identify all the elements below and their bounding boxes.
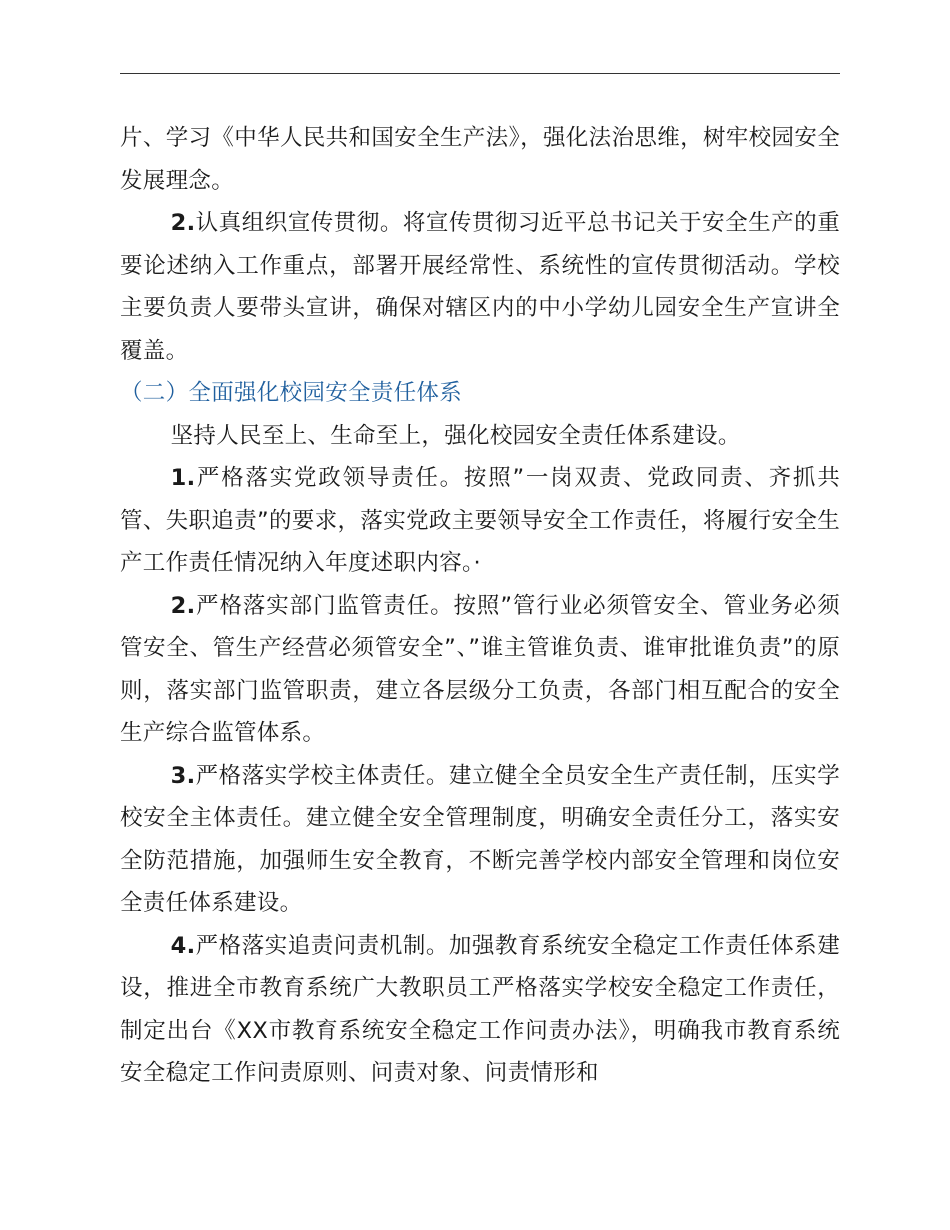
item-number: 4. — [170, 932, 196, 959]
item-number: 1. — [170, 465, 196, 491]
paragraph-plain — [120, 415, 840, 458]
paragraph-text: 坚持人民至上、生命至上，强化校园安全责任体系建设。 — [170, 422, 741, 449]
paragraph-numbered — [120, 457, 840, 585]
paragraph-text: 片、学习《中华人民共和国安全生产法》，强化法治思维，树牢校园安全发展理念。 — [120, 125, 840, 194]
paragraph-continuation — [120, 117, 840, 202]
item-number: 3. — [170, 762, 196, 789]
section-heading — [120, 372, 840, 415]
document-body — [120, 117, 840, 1095]
paragraph-text: 认真组织宣传贯彻。将宣传贯彻习近平总书记关于安全生产的重要论述纳入工作重点，部署开展经常性、系统性的宣传贯彻活动。学校主要负责人要带头宣讲，确保对辖区内的中小学幼儿园安全生产宣讲全覆盖。 — [120, 210, 840, 364]
paragraph-numbered — [120, 585, 840, 755]
heading-text: （二）全面强化校园安全责任体系 — [120, 380, 463, 406]
item-number: 2. — [170, 592, 196, 619]
paragraph-text: 严格落实党政领导责任。按照”一岗双责、党政同责、齐抓共管、失职追责”的要求，落实党政主要领导安全工作责任，将履行安全生产工作责任情况纳入年度述职内容。· — [120, 465, 840, 576]
paragraph-numbered — [120, 925, 840, 1095]
paragraph-numbered — [120, 755, 840, 925]
paragraph-text: 严格落实学校主体责任。建立健全全员安全生产责任制，压实学校安全主体责任。建立健全安全管理制度，明确安全责任分工，落实安全防范措施，加强师生安全教育，不断完善学校内部安全管理和岗位安全责任体系建设。 — [120, 762, 840, 916]
paragraph-text: 严格落实追责问责机制。加强教育系统安全稳定工作责任体系建设，推进全市教育系统广大教职员工严格落实学校安全稳定工作责任，制定出台《XX市教育系统安全稳定工作问责办法》，明确我市教育系统安全稳定工作问责原则、问责对象、问责情形和 — [120, 932, 840, 1086]
header-rule — [120, 73, 840, 74]
paragraph-text: 严格落实部门监管责任。按照”管行业必须管安全、管业务必须管安全、管生产经营必须管安全”、”谁主管谁负责、谁审批谁负责”的原则，落实部门监管职责，建立各层级分工负责，各部门相互配合的安全生产综合监管体系。 — [120, 592, 840, 746]
item-number: 2. — [170, 210, 196, 236]
paragraph-numbered — [120, 202, 840, 372]
